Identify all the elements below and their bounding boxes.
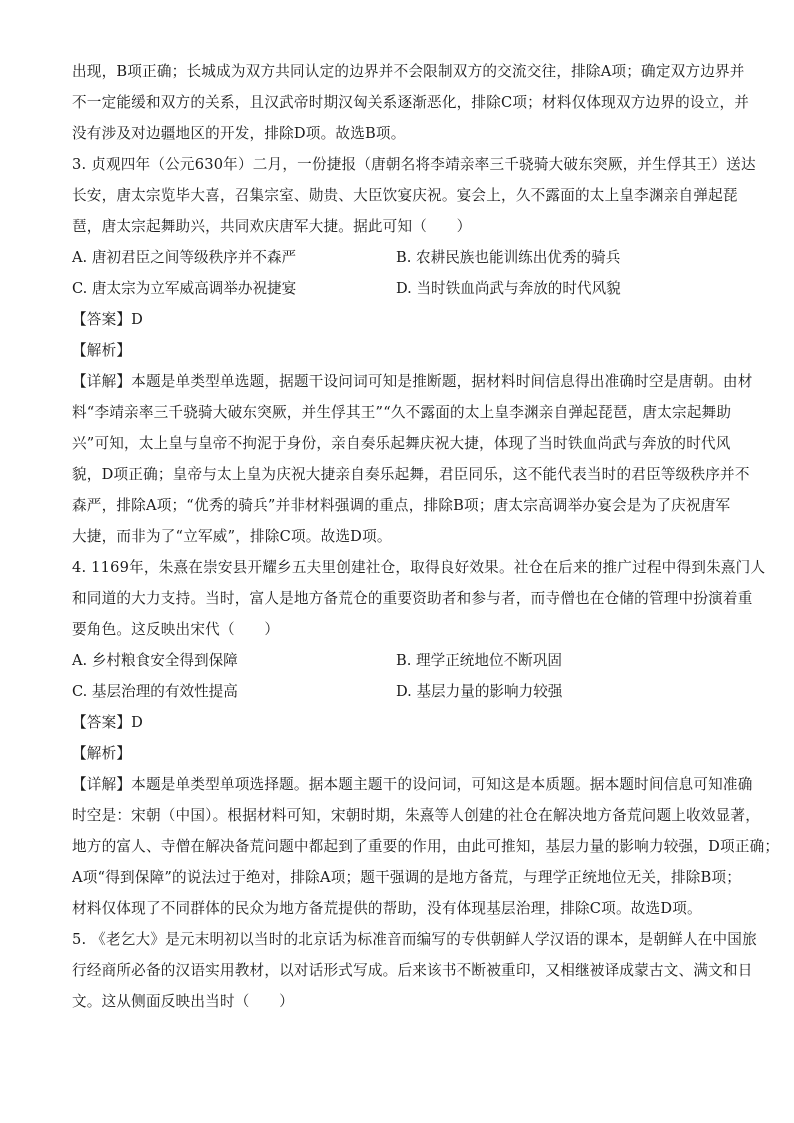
question-3-stem: 长安，唐太宗览毕大喜，召集宗室、勋贵、大臣饮宴庆祝。宴会上，久不露面的太上皇李渊亲自弹起琵 — [72, 187, 738, 204]
detail-line: 料“李靖亲率三千骁骑大破东突厥，并生俘其王”“久不露面的太上皇李渊亲自弹起琵琶，唐太宗起舞助 — [72, 404, 732, 421]
question-3-options-row — [72, 273, 732, 304]
detail-line: 材料仅体现了不同群体的民众为地方备荒提供的帮助，没有体现基层治理，排除C项。故选D项。 — [72, 900, 702, 917]
text-line: 出现，B项正确；长城成为双方共同认定的边界并不会限制双方的交流交往，排除A项；确定双方边界并 — [72, 63, 745, 80]
analysis-label: 【解析】 — [72, 745, 132, 762]
question-5-stem: 文。这从侧面反映出当时（ ） — [72, 993, 294, 1010]
detail-line: 大捷，而非为了“立军威”，排除C项。故选D项。 — [72, 528, 392, 545]
option-b: B. 理学正统地位不断巩固 — [396, 652, 562, 669]
detail-line: 貌，D项正确；皇帝与太上皇为庆祝大捷亲自奏乐起舞，君臣同乐，这不能代表当时的君臣等级秩序并不 — [72, 466, 750, 483]
text-line: 没有涉及对边疆地区的开发，排除D项。故选B项。 — [72, 125, 406, 142]
question-4-stem: 要角色。这反映出宋代（ ） — [72, 621, 280, 638]
answer-label: 【答案】D — [72, 714, 144, 731]
option-a: A. 乡村粮食安全得到保障 — [72, 652, 238, 669]
detail-line: 地方的富人、寺僧在解决备荒问题中都起到了重要的作用，由此可推知，基层力量的影响力较强，D项正确； — [72, 838, 780, 855]
detail-line: 【详解】本题是单类型单选题，据题干设问词可知是推断题，据材料时间信息得出准确时空是唐朝。由材 — [72, 373, 753, 390]
option-a: A. 唐初君臣之间等级秩序并不森严 — [72, 249, 297, 266]
question-4-options-row — [72, 645, 732, 676]
answer-label: 【答案】D — [72, 311, 144, 328]
option-c: C. 唐太宗为立军威高调举办祝捷宴 — [72, 280, 297, 297]
detail-line: 【详解】本题是单类型单项选择题。据本题主题干的设问词，可知这是本质题。据本题时间信息可知准确 — [72, 776, 753, 793]
question-5-stem: 5. 《老乞大》是元末明初以当时的北京话为标准音而编写的专供朝鲜人学汉语的课本，是朝鲜人在中国旅 — [72, 931, 757, 948]
detail-line: A项“得到保障”的说法过于绝对，排除A项；题干强调的是地方备荒，与理学正统地位无关，排除B项； — [72, 869, 742, 886]
analysis-label: 【解析】 — [72, 342, 132, 359]
question-3-stem: 3. 贞观四年（公元630年）二月，一份捷报（唐朝名将李靖亲率三千骁骑大破东突厥，并生俘其王）送达 — [72, 156, 756, 173]
document-page — [72, 56, 780, 1017]
detail-line: 兴”可知，太上皇与皇帝不拘泥于身份，亲自奏乐起舞庆祝大捷，体现了当时铁血尚武与奔放的时代风 — [72, 435, 731, 452]
option-c: C. 基层治理的有效性提高 — [72, 683, 238, 700]
question-4-stem: 和同道的大力支持。当时，富人是地方备荒仓的重要资助者和参与者，而寺僧也在仓储的管理中扮演着重 — [72, 590, 753, 607]
question-4-stem: 4. 1169年，朱熹在崇安县开耀乡五夫里创建社仓，取得良好效果。社仓在后来的推广过程中得到朱熹门人 — [72, 559, 766, 576]
detail-line: 森严，排除A项；“优秀的骑兵”并非材料强调的重点，排除B项；唐太宗高调举办宴会是为了庆祝唐军 — [72, 497, 731, 514]
question-4-options-row — [72, 676, 732, 707]
option-d: D. 当时铁血尚武与奔放的时代风貌 — [396, 280, 621, 297]
question-3-options-row — [72, 242, 732, 273]
question-5-stem: 行经商所必备的汉语实用教材，以对话形式写成。后来该书不断被重印，又相继被译成蒙古文、满文和日 — [72, 962, 753, 979]
detail-line: 时空是：宋朝（中国）。根据材料可知，宋朝时期，朱熹等人创建的社仓在解决地方备荒问题上收效显著， — [72, 807, 761, 824]
option-d: D. 基层力量的影响力较强 — [396, 683, 563, 700]
question-3-stem: 琶，唐太宗起舞助兴，共同欢庆唐军大捷。据此可知（ ） — [72, 218, 472, 235]
option-b: B. 农耕民族也能训练出优秀的骑兵 — [396, 249, 621, 266]
text-line: 不一定能缓和双方的关系，且汉武帝时期汉匈关系逐渐恶化，排除C项；材料仅体现双方边界的设立，并 — [72, 94, 750, 111]
